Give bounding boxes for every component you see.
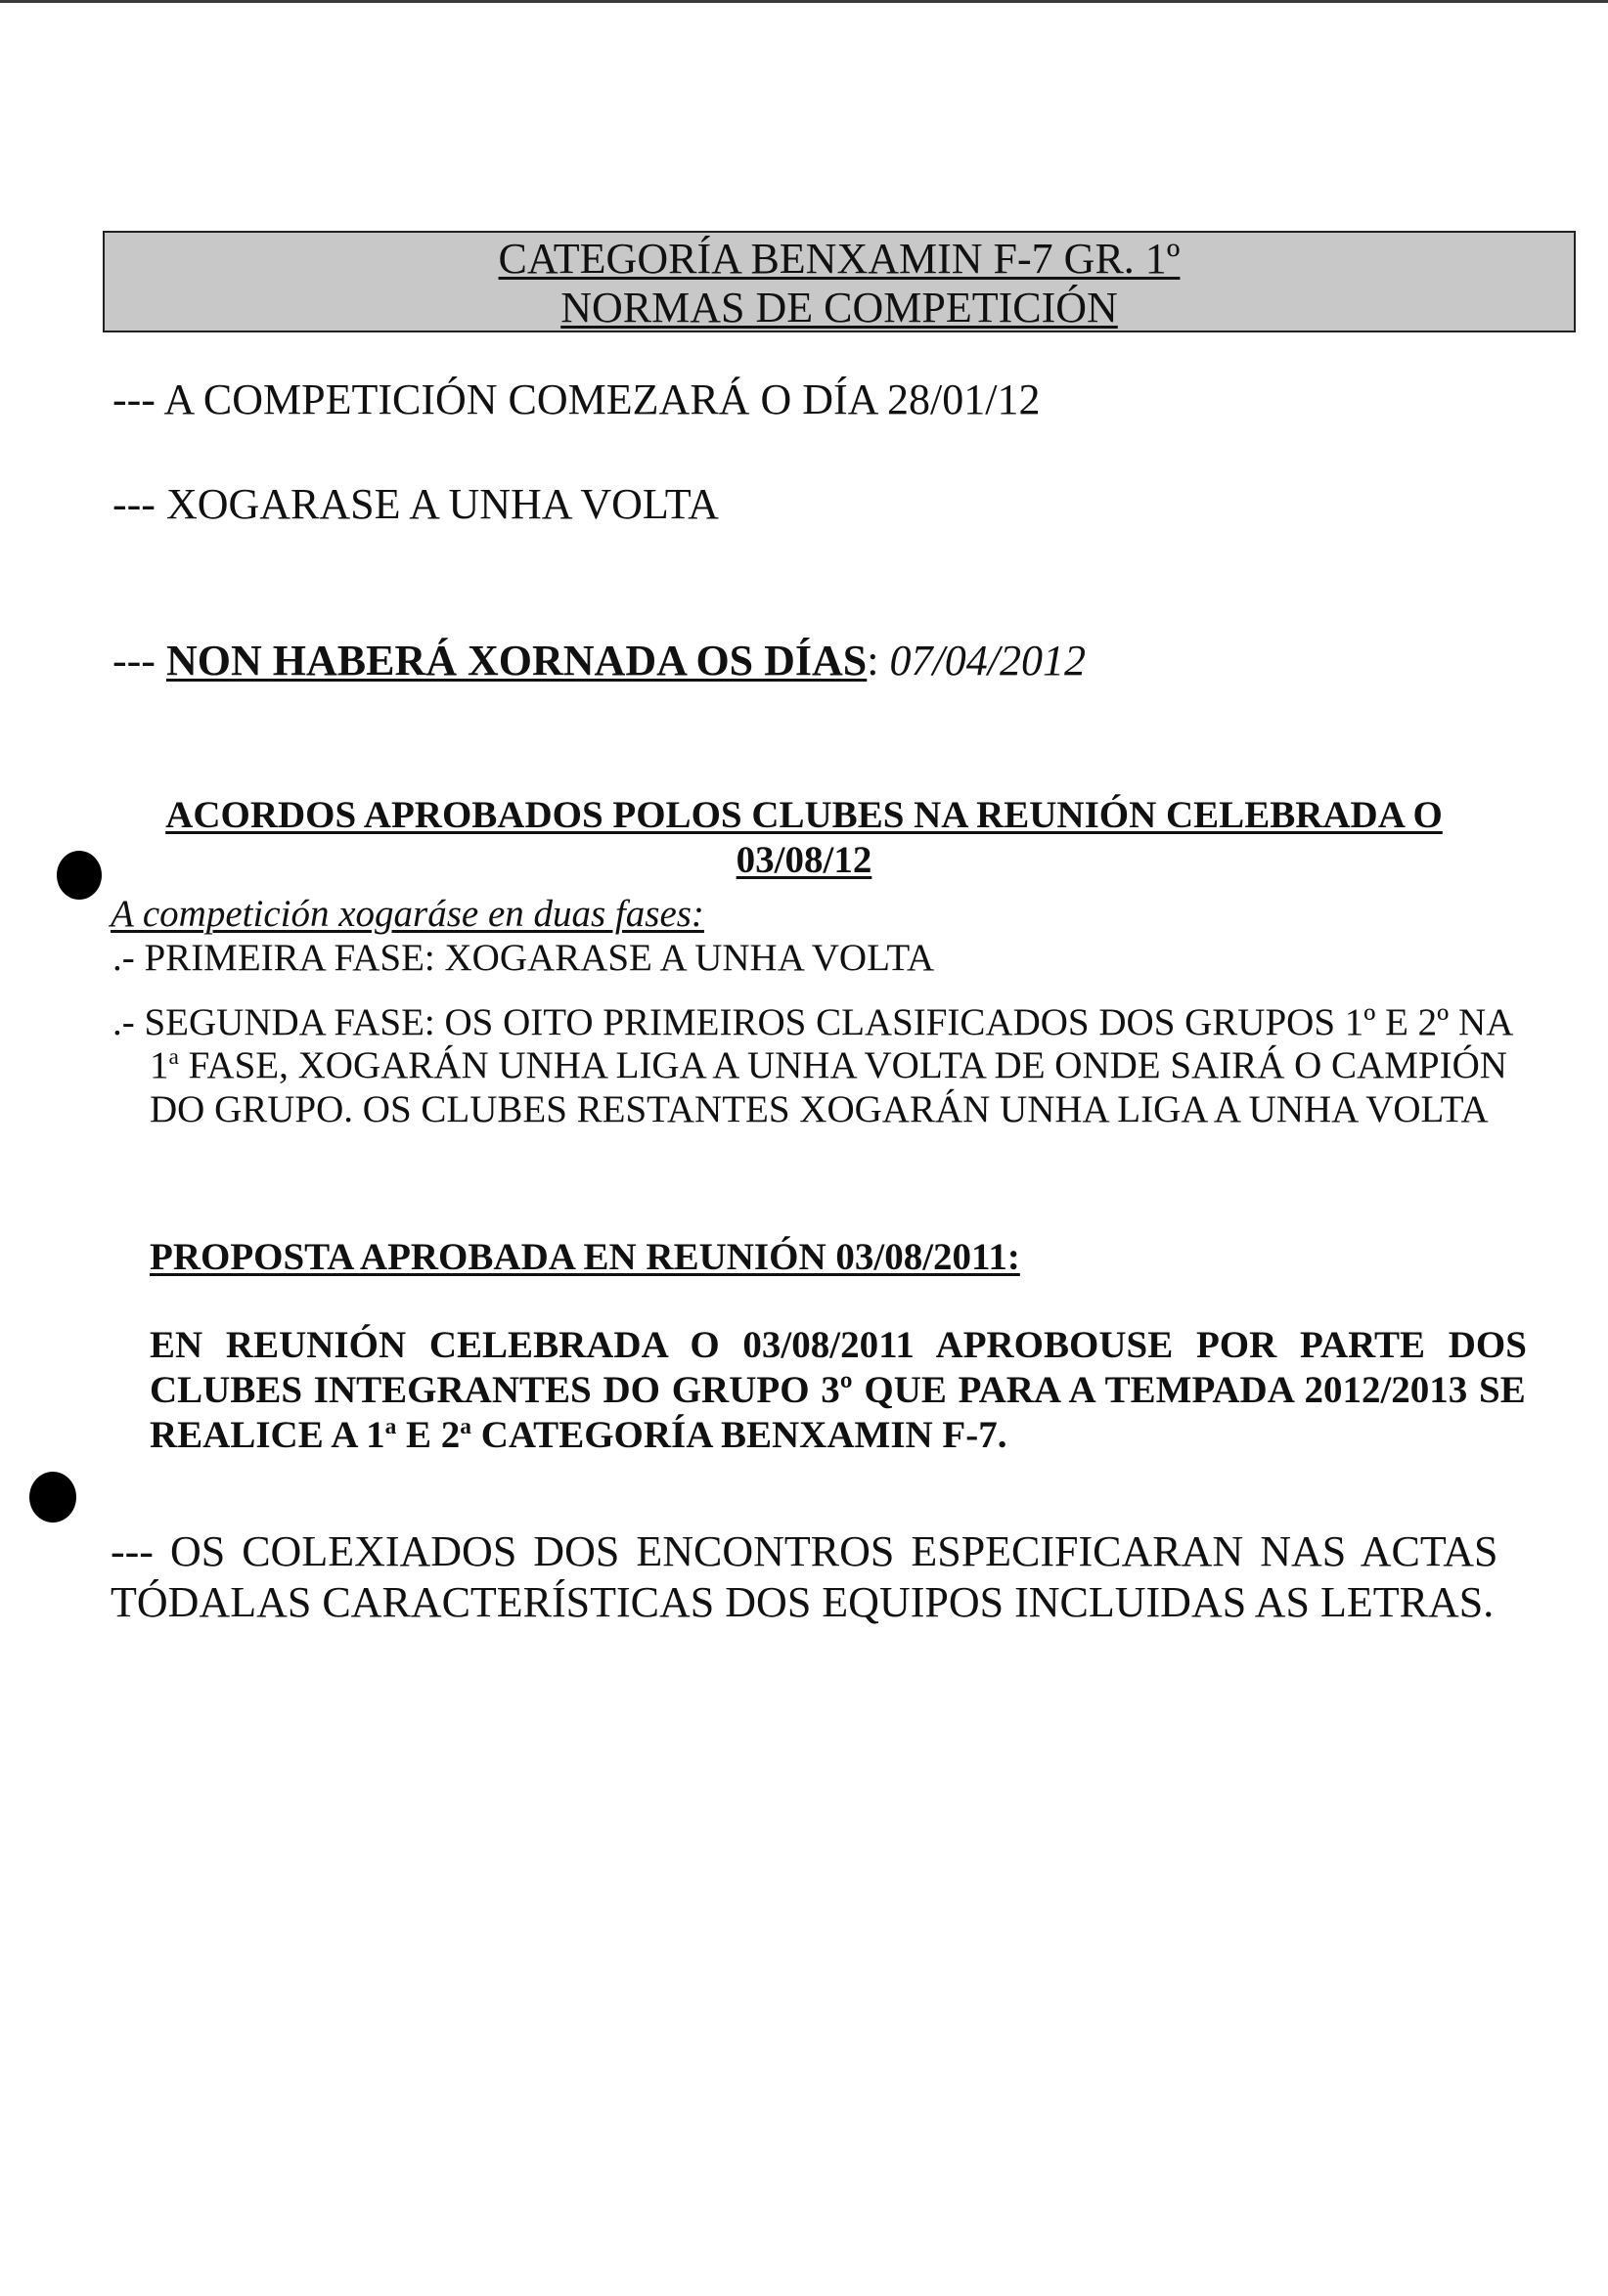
agreements-subheading: A competición xogaráse en duas fases: (111, 893, 704, 935)
agreements-phase2-line1: .- SEGUNDA FASE: OS OITO PRIMEIROS CLASIFICADOS DOS GRUPOS 1º E 2º NA (112, 1001, 1514, 1043)
rule-no-round-colon: : (867, 637, 879, 684)
agreements-heading-line1: ACORDOS APROBADOS POLOS CLUBES NA REUNIÓN CELEBRADA O (165, 794, 1443, 836)
rule-start-date: --- A COMPETICIÓN COMEZARÁ O DÍA 28/01/12 (112, 375, 1041, 423)
rule-format: --- XOGARASE A UNHA VOLTA (112, 480, 719, 528)
proposal-heading: PROPOSTA APROBADA EN REUNIÓN 03/08/2011: (150, 1236, 1020, 1278)
rule-no-round (112, 637, 1086, 685)
referees-line2: TÓDALAS CARACTERÍSTICAS DOS EQUIPOS INCLUIDAS AS LETRAS. (111, 1578, 1495, 1626)
proposal-ordinal-suffix-1: a (384, 1414, 397, 1439)
scan-top-edge (0, 0, 1608, 3)
proposal-line3 (150, 1413, 1006, 1458)
referees-line1: --- OS COLEXIADOS DOS ENCONTROS ESPECIFICARAN NAS ACTAS (111, 1527, 1498, 1575)
agreements-phase2-line3: DO GRUPO. OS CLUBES RESTANTES XOGARÁN UNHA LIGA A UNHA VOLTA (150, 1088, 1489, 1130)
title-category: CATEGORÍA BENXAMIN F-7 GR. 1º (498, 235, 1181, 283)
proposal-line3-part3: CATEGORÍA BENXAMIN F-7. (471, 1414, 1007, 1456)
proposal-line3-part1: REALICE A 1 (150, 1414, 385, 1456)
proposal-line2: CLUBES INTEGRANTES DO GRUPO 3º QUE PARA A TEMPADA 2012/2013 SE (150, 1369, 1526, 1411)
title-box (103, 231, 1576, 332)
phase-ordinal-number: 1 (150, 1044, 169, 1086)
rule-no-round-prefix: --- (112, 637, 166, 684)
proposal-line3-part2: E 2 (396, 1414, 461, 1456)
agreements-phase1: .- PRIMEIRA FASE: XOGARASE A UNHA VOLTA (112, 937, 935, 979)
proposal-line1: EN REUNIÓN CELEBRADA O 03/08/2011 APROBOUSE POR PARTE DOS (150, 1324, 1527, 1366)
rule-no-round-date: 07/04/2012 (889, 637, 1086, 684)
agreements-phase2-line2 (150, 1043, 1507, 1088)
proposal-ordinal-suffix-2: a (460, 1414, 471, 1439)
punch-hole-bottom (29, 1472, 76, 1523)
phase-ordinal-suffix: a (168, 1044, 179, 1070)
phase2-line2-text: FASE, XOGARÁN UNHA LIGA A UNHA VOLTA DE ONDE SAIRÁ O CAMPIÓN (178, 1044, 1507, 1086)
agreements-heading-line2: 03/08/12 (736, 839, 872, 881)
rule-no-round-label: NON HABERÁ XORNADA OS DÍAS (165, 637, 868, 684)
title-competition-rules: NORMAS DE COMPETICIÓN (560, 284, 1118, 331)
